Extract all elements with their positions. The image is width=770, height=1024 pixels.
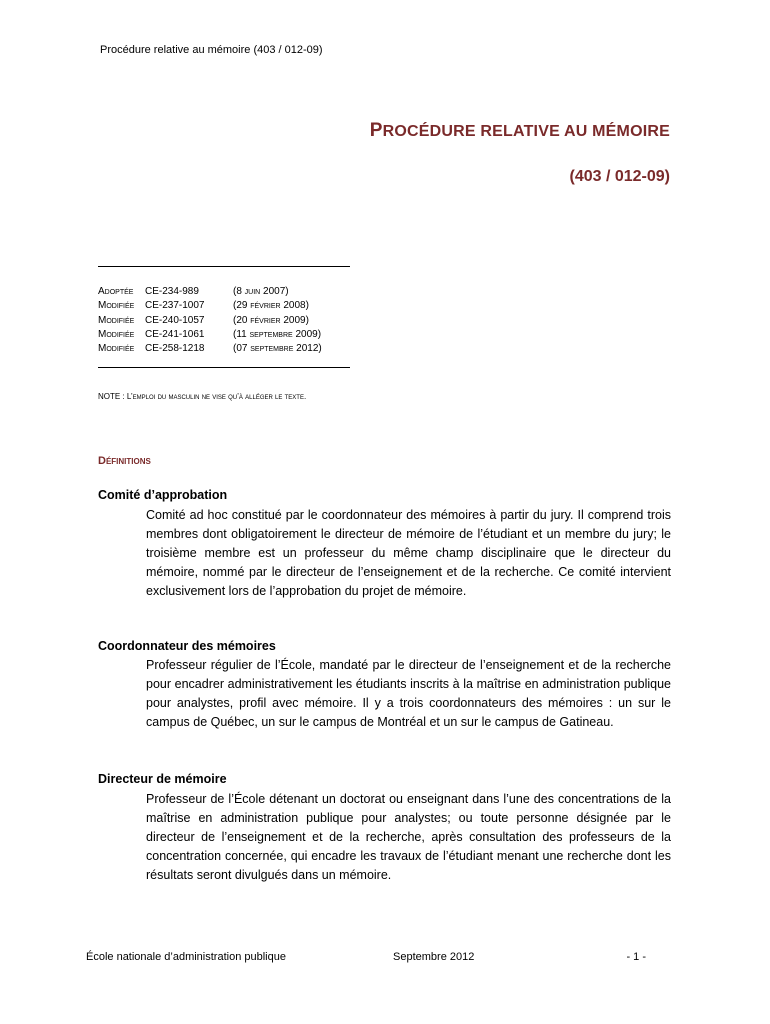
history-date: (11 septembre 2009) (233, 328, 322, 340)
definition-text: Comité ad hoc constitué par le coordonnateur des mémoires à partir du jury. Il comprend trois membres dont obligatoirement le directeur de mémoire de l’étudiant et un membre du jury; le troisième membre est un professeur du même champ disciplinaire que le directeur du mémoire, nommé par le directeur de l’enseignement et de la recherche. Ce comité intervient exclusivement lors de l’approbation du projet de mémoire. (146, 508, 671, 598)
history-ref: CE-241-1061 (145, 328, 205, 340)
history-ref: CE-258-1218 (145, 343, 205, 355)
history-row (98, 314, 322, 328)
running-header: Procédure relative au mémoire (403 / 012-09) (100, 44, 323, 56)
title-initial: P (369, 120, 383, 141)
footer-institution: École nationale d’administration publique (86, 951, 286, 963)
history-status: Modifiée (98, 300, 135, 312)
history-row (98, 299, 322, 313)
history-status: Adoptée (98, 286, 134, 297)
revision-history (98, 285, 322, 356)
gender-note: NOTE : L’emploi du masculin ne vise qu’à alléger le texte. (98, 392, 307, 401)
history-date: (8 juin 2007) (233, 286, 289, 297)
history-status: Modifiée (98, 343, 135, 355)
section-title: Définitions (98, 455, 151, 467)
top-rule (98, 266, 350, 267)
history-ref: CE-237-1007 (145, 300, 205, 312)
history-row (98, 328, 322, 342)
definition-text: Professeur de l’École détenant un doctorat ou enseignant dans l’une des concentrations de la maîtrise en administration publique pour analystes; ou toute personne désignée par le directeur de l’enseignement et de la recherche, après consultation des professeurs de la concentration concernée, qui encadre les travaux de l’étudiant menant une recherche dont les résultats seront divulgués dans un mémoire. (146, 792, 671, 882)
page-number: - 1 - (626, 951, 646, 963)
history-status: Modifiée (98, 314, 135, 326)
history-row (98, 342, 322, 356)
history-date: (07 septembre 2012) (233, 343, 322, 355)
document-title (370, 120, 670, 142)
definition-text: Professeur régulier de l’École, mandaté par le directeur de l’enseignement et de la recherche pour encadrer administrativement les étudiants inscrits à la maîtrise en administration publique pour analystes, profil avec mémoire. Il y a trois coordonnateurs des mémoires : un sur le campus de Québec, un sur le campus de Montréal et un sur le campus de Gatineau. (146, 658, 671, 729)
history-date: (20 février 2009) (233, 314, 309, 326)
bottom-rule (98, 367, 350, 368)
history-ref: CE-240-1057 (145, 314, 205, 326)
history-ref: CE-234-989 (145, 286, 199, 297)
title-rest: ROCÉDURE RELATIVE AU MÉMOIRE (382, 123, 670, 140)
footer-date: Septembre 2012 (393, 951, 475, 963)
history-row (98, 285, 322, 299)
definition-term: Directeur de mémoire (98, 772, 227, 786)
definition-term: Coordonnateur des mémoires (98, 639, 276, 653)
definition-term: Comité d’approbation (98, 488, 228, 502)
document-code: (403 / 012-09) (569, 168, 670, 185)
history-status: Modifiée (98, 328, 135, 340)
history-date: (29 février 2008) (233, 300, 309, 312)
